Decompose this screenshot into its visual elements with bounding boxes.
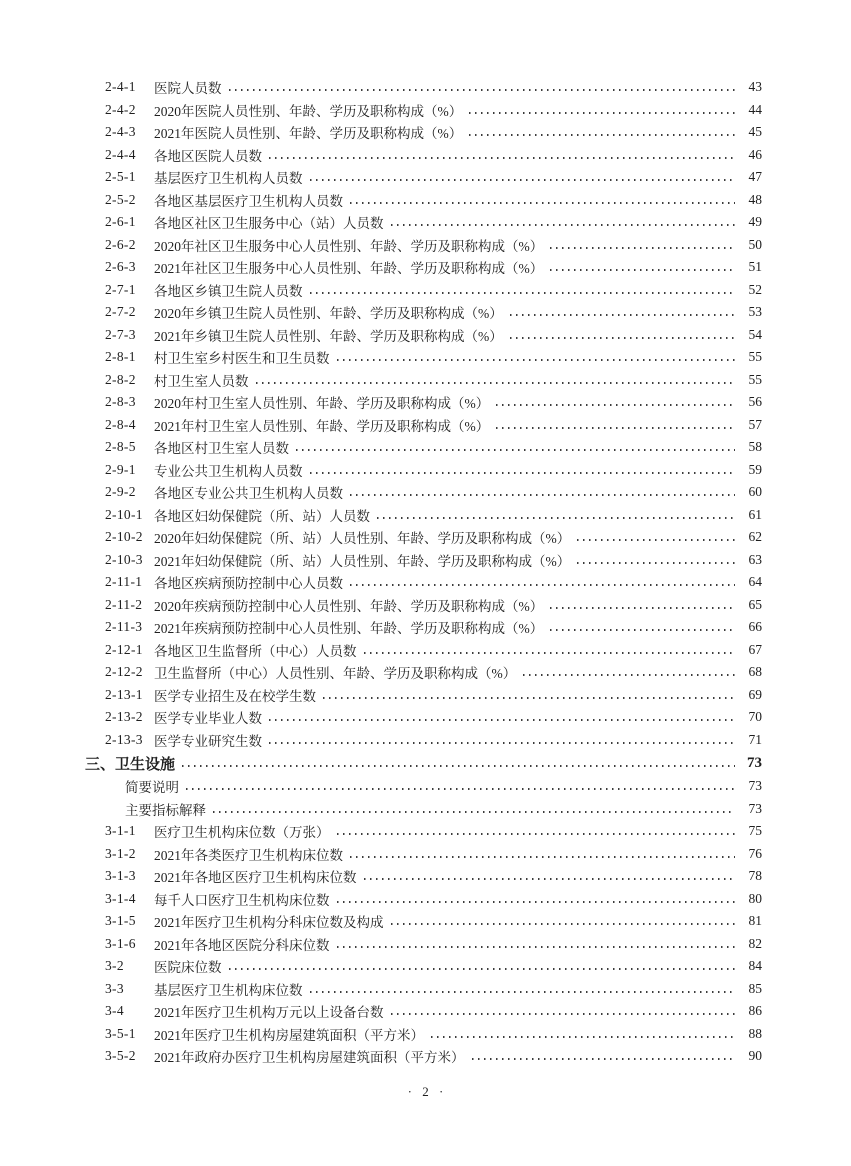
toc-entry-title: 简要说明 xyxy=(125,780,179,796)
toc-entry-number: 2-8-2 xyxy=(105,371,136,387)
toc-entry-number: 2-5-2 xyxy=(105,191,136,207)
dot-leader xyxy=(310,472,736,474)
toc-entry xyxy=(105,99,762,122)
dot-leader xyxy=(229,968,736,970)
toc-entry-number: 2-9-1 xyxy=(105,461,136,477)
toc-entry-page: 66 xyxy=(748,619,762,635)
toc-entry-page: 71 xyxy=(748,731,762,747)
toc-entry-title: 2020年村卫生室人员性别、年龄、学历及职称构成（%） xyxy=(154,396,490,412)
toc-entry-title: 基层医疗卫生机构床位数 xyxy=(154,982,303,998)
toc-entry-number: 2-4-1 xyxy=(105,79,136,95)
toc-entry-title: 2021年政府办医疗卫生机构房屋建筑面积（平方米） xyxy=(154,1050,465,1066)
toc-entry xyxy=(105,436,762,459)
toc-entry-page: 48 xyxy=(748,191,762,207)
toc-entry xyxy=(105,324,762,347)
toc-entry-title: 2021年社区卫生服务中心人员性别、年龄、学历及职称构成（%） xyxy=(154,261,544,277)
page-footer-number: · 2 · xyxy=(407,1084,444,1099)
dot-leader xyxy=(469,112,735,114)
toc-entry xyxy=(105,346,762,369)
toc-entry-number: 2-6-1 xyxy=(105,214,136,230)
toc-entry-number: 2-8-1 xyxy=(105,349,136,365)
dot-leader xyxy=(337,946,736,948)
toc-entry xyxy=(105,76,762,99)
table-of-contents xyxy=(85,76,762,1068)
toc-entry-page: 82 xyxy=(748,935,762,951)
toc-entry-number: 2-8-3 xyxy=(105,394,136,410)
toc-entry-title: 2021年乡镇卫生院人员性别、年龄、学历及职称构成（%） xyxy=(154,328,503,344)
toc-entry-number: 2-10-2 xyxy=(105,529,143,545)
toc-entry xyxy=(105,706,762,729)
dot-leader xyxy=(337,833,736,835)
toc-entry-title: 2021年医疗卫生机构房屋建筑面积（平方米） xyxy=(154,1027,424,1043)
dot-leader xyxy=(550,247,735,249)
toc-entry-page: 44 xyxy=(748,101,762,117)
toc-entry xyxy=(105,504,762,527)
toc-entry-title: 2021年医疗卫生机构万元以上设备台数 xyxy=(154,1005,384,1021)
toc-entry-title: 2021年医院人员性别、年龄、学历及职称构成（%） xyxy=(154,126,463,142)
toc-entry-number: 2-12-2 xyxy=(105,664,143,680)
toc-entry-page: 85 xyxy=(748,980,762,996)
dot-leader xyxy=(364,652,736,654)
toc-entry-number: 3-5-1 xyxy=(105,1025,136,1041)
dot-leader xyxy=(577,562,735,564)
toc-entry-title: 各地区医院人员数 xyxy=(154,148,262,164)
toc-entry-page: 47 xyxy=(748,169,762,185)
toc-entry-number: 2-8-5 xyxy=(105,439,136,455)
dot-leader xyxy=(510,314,735,316)
toc-entry-page: 73 xyxy=(748,778,762,794)
toc-entry xyxy=(105,820,762,843)
toc-entry-title: 2021年各地区医疗卫生机构床位数 xyxy=(154,870,357,886)
toc-entry-page: 49 xyxy=(748,214,762,230)
toc-entry xyxy=(105,661,762,684)
toc-entry-page: 90 xyxy=(748,1048,762,1064)
dot-leader xyxy=(186,788,735,790)
toc-entry xyxy=(105,1000,762,1023)
toc-entry-title: 卫生监督所（中心）人员性别、年龄、学历及职称构成（%） xyxy=(154,666,517,682)
toc-entry-number: 2-12-1 xyxy=(105,641,143,657)
toc-entry xyxy=(105,843,762,866)
toc-entry-title: 主要指标解释 xyxy=(125,802,206,818)
dot-leader xyxy=(469,134,735,136)
toc-entry-title: 专业公共卫生机构人员数 xyxy=(154,463,303,479)
toc-entry-title: 2020年社区卫生服务中心人员性别、年龄、学历及职称构成（%） xyxy=(154,238,544,254)
toc-entry-number: 2-13-2 xyxy=(105,709,143,725)
toc-entry-number: 2-7-1 xyxy=(105,281,136,297)
toc-entry-number: 3-4 xyxy=(105,1003,124,1019)
toc-entry xyxy=(125,775,762,798)
toc-entry-page: 51 xyxy=(748,259,762,275)
toc-entry-page: 76 xyxy=(748,845,762,861)
toc-entry-title: 2021年各类医疗卫生机构床位数 xyxy=(154,847,343,863)
toc-entry xyxy=(105,121,762,144)
toc-entry xyxy=(105,1045,762,1068)
toc-entry xyxy=(105,684,762,707)
dot-leader xyxy=(323,697,735,699)
toc-entry-page: 58 xyxy=(748,439,762,455)
toc-entry-title: 每千人口医疗卫生机构床位数 xyxy=(154,892,330,908)
toc-entry xyxy=(105,933,762,956)
toc-entry xyxy=(105,166,762,189)
dot-leader xyxy=(350,202,735,204)
toc-entry-number: 2-4-3 xyxy=(105,124,136,140)
toc-entry xyxy=(105,211,762,234)
toc-entry-number: 2-4-2 xyxy=(105,101,136,117)
toc-entry-title: 2020年妇幼保健院（所、站）人员性别、年龄、学历及职称构成（%） xyxy=(154,531,571,547)
toc-entry-page: 69 xyxy=(748,686,762,702)
toc-entry-title: 2021年妇幼保健院（所、站）人员性别、年龄、学历及职称构成（%） xyxy=(154,553,571,569)
toc-entry-page: 84 xyxy=(748,958,762,974)
toc-entry-title: 各地区乡镇卫生院人员数 xyxy=(154,283,303,299)
toc-entry xyxy=(105,481,762,504)
toc-entry xyxy=(105,369,762,392)
toc-entry-title: 各地区村卫生室人员数 xyxy=(154,441,289,457)
toc-entry-number: 3-1-5 xyxy=(105,913,136,929)
toc-entry xyxy=(105,189,762,212)
toc-entry-number: 2-10-1 xyxy=(105,506,143,522)
toc-entry xyxy=(105,279,762,302)
toc-entry-number: 3-1-3 xyxy=(105,868,136,884)
toc-entry xyxy=(105,144,762,167)
dot-leader xyxy=(431,1036,735,1038)
dot-leader xyxy=(256,382,736,384)
dot-leader xyxy=(510,337,735,339)
toc-entry xyxy=(105,888,762,911)
dot-leader xyxy=(496,427,735,429)
toc-entry xyxy=(105,234,762,257)
toc-entry-page: 73 xyxy=(748,800,762,816)
toc-entry xyxy=(105,1023,762,1046)
toc-entry xyxy=(105,549,762,572)
dot-leader xyxy=(350,494,735,496)
toc-entry xyxy=(105,729,762,752)
toc-entry xyxy=(125,798,762,821)
toc-entry-title: 2021年医疗卫生机构分科床位数及构成 xyxy=(154,915,384,931)
toc-entry-number: 3-1-6 xyxy=(105,935,136,951)
toc-entry xyxy=(105,955,762,978)
toc-entry-page: 50 xyxy=(748,236,762,252)
toc-entry-page: 45 xyxy=(748,124,762,140)
toc-entry-number: 2-7-2 xyxy=(105,304,136,320)
dot-leader xyxy=(350,856,735,858)
toc-entry-number: 2-9-2 xyxy=(105,484,136,500)
toc-entry-title: 医学专业招生及在校学生数 xyxy=(154,688,316,704)
toc-entry-title: 村卫生室人员数 xyxy=(154,373,249,389)
toc-entry-page: 46 xyxy=(748,146,762,162)
toc-entry-page: 60 xyxy=(748,484,762,500)
toc-entry-title: 基层医疗卫生机构人员数 xyxy=(154,171,303,187)
toc-entry-page: 67 xyxy=(748,641,762,657)
toc-entry-number: 2-7-3 xyxy=(105,326,136,342)
toc-entry-page: 63 xyxy=(748,551,762,567)
dot-leader xyxy=(213,811,735,813)
toc-entry-title: 各地区妇幼保健院（所、站）人员数 xyxy=(154,508,370,524)
toc-entry xyxy=(105,391,762,414)
toc-entry-page: 86 xyxy=(748,1003,762,1019)
toc-entry xyxy=(105,910,762,933)
dot-leader xyxy=(391,1013,736,1015)
dot-leader xyxy=(350,584,735,586)
toc-entry xyxy=(105,639,762,662)
toc-entry-number: 2-6-3 xyxy=(105,259,136,275)
toc-entry-page: 64 xyxy=(748,574,762,590)
dot-leader xyxy=(269,742,735,744)
toc-entry-title: 医院床位数 xyxy=(154,960,222,976)
toc-entry-title: 2021年村卫生室人员性别、年龄、学历及职称构成（%） xyxy=(154,418,490,434)
dot-leader xyxy=(550,269,735,271)
toc-entry-page: 65 xyxy=(748,596,762,612)
toc-entry-title: 各地区卫生监督所（中心）人员数 xyxy=(154,643,357,659)
dot-leader xyxy=(377,517,735,519)
toc-entry-page: 56 xyxy=(748,394,762,410)
dot-leader xyxy=(310,179,736,181)
toc-entry-number: 2-13-3 xyxy=(105,731,143,747)
toc-entry-number: 2-4-4 xyxy=(105,146,136,162)
toc-entry-title: 医院人员数 xyxy=(154,81,222,97)
dot-leader xyxy=(310,292,736,294)
toc-entry xyxy=(105,594,762,617)
toc-entry-number: 3-1-4 xyxy=(105,890,136,906)
toc-entry-title: 2021年各地区医院分科床位数 xyxy=(154,937,330,953)
toc-entry-title: 2020年疾病预防控制中心人员性别、年龄、学历及职称构成（%） xyxy=(154,598,544,614)
toc-entry-title: 各地区疾病预防控制中心人员数 xyxy=(154,576,343,592)
toc-entry-page: 80 xyxy=(748,890,762,906)
toc-entry-title: 医疗卫生机构床位数（万张） xyxy=(154,825,330,841)
toc-entry-page: 88 xyxy=(748,1025,762,1041)
toc-entry-page: 75 xyxy=(748,823,762,839)
dot-leader xyxy=(391,224,736,226)
toc-entry-number: 2-8-4 xyxy=(105,416,136,432)
toc-entry-page: 57 xyxy=(748,416,762,432)
toc-entry-number: 2-11-2 xyxy=(105,596,143,612)
toc-entry-page: 78 xyxy=(748,868,762,884)
dot-leader xyxy=(577,539,735,541)
toc-entry-number: 3-2 xyxy=(105,958,124,974)
toc-entry-page: 52 xyxy=(748,281,762,297)
dot-leader xyxy=(310,991,736,993)
toc-entry-title: 2020年医院人员性别、年龄、学历及职称构成（%） xyxy=(154,103,463,119)
dot-leader xyxy=(391,923,736,925)
toc-entry-page: 55 xyxy=(748,371,762,387)
toc-entry-page: 43 xyxy=(748,79,762,95)
toc-entry-number: 2-10-3 xyxy=(105,551,143,567)
dot-leader xyxy=(364,878,736,880)
toc-entry-number: 2-5-1 xyxy=(105,169,136,185)
toc-entry-title: 医学专业研究生数 xyxy=(154,733,262,749)
toc-entry-title: 2020年乡镇卫生院人员性别、年龄、学历及职称构成（%） xyxy=(154,306,503,322)
dot-leader xyxy=(229,89,736,91)
dot-leader xyxy=(550,629,735,631)
toc-entry-number: 3-1-1 xyxy=(105,823,136,839)
toc-entry xyxy=(105,616,762,639)
toc-entry-title: 卫生设施 xyxy=(115,756,176,773)
dot-leader xyxy=(337,901,736,903)
toc-entry xyxy=(105,301,762,324)
dot-leader xyxy=(550,607,735,609)
toc-entry xyxy=(105,256,762,279)
dot-leader xyxy=(269,157,735,159)
dot-leader xyxy=(337,359,736,361)
toc-entry-page: 81 xyxy=(748,913,762,929)
toc-entry-page: 73 xyxy=(747,754,762,771)
toc-entry-page: 70 xyxy=(748,709,762,725)
toc-entry-number: 三、 xyxy=(85,756,116,773)
toc-entry-title: 各地区基层医疗卫生机构人员数 xyxy=(154,193,343,209)
toc-entry-number: 2-11-1 xyxy=(105,574,143,590)
toc-entry-page: 53 xyxy=(748,304,762,320)
toc-entry xyxy=(105,526,762,549)
toc-entry xyxy=(105,571,762,594)
toc-entry-title: 医学专业毕业人数 xyxy=(154,711,262,727)
toc-entry xyxy=(105,459,762,482)
dot-leader xyxy=(269,719,735,721)
toc-entry-number: 2-13-1 xyxy=(105,686,143,702)
dot-leader xyxy=(182,765,735,767)
dot-leader xyxy=(296,449,735,451)
toc-entry xyxy=(105,865,762,888)
toc-entry-number: 3-5-2 xyxy=(105,1048,136,1064)
toc-entry-title: 2021年疾病预防控制中心人员性别、年龄、学历及职称构成（%） xyxy=(154,621,544,637)
dot-leader xyxy=(496,404,735,406)
dot-leader xyxy=(523,674,735,676)
toc-entry-page: 54 xyxy=(748,326,762,342)
toc-entry xyxy=(105,414,762,437)
toc-entry xyxy=(85,751,762,775)
toc-entry-page: 61 xyxy=(748,506,762,522)
toc-entry-page: 59 xyxy=(748,461,762,477)
toc-entry-page: 55 xyxy=(748,349,762,365)
toc-entry-number: 2-6-2 xyxy=(105,236,136,252)
toc-entry xyxy=(105,978,762,1001)
toc-entry-page: 68 xyxy=(748,664,762,680)
toc-entry-title: 各地区专业公共卫生机构人员数 xyxy=(154,486,343,502)
toc-entry-title: 村卫生室乡村医生和卫生员数 xyxy=(154,351,330,367)
toc-entry-number: 3-1-2 xyxy=(105,845,136,861)
toc-entry-title: 各地区社区卫生服务中心（站）人员数 xyxy=(154,216,384,232)
toc-entry-number: 3-3 xyxy=(105,980,124,996)
toc-entry-page: 62 xyxy=(748,529,762,545)
toc-entry-number: 2-11-3 xyxy=(105,619,143,635)
dot-leader xyxy=(472,1058,736,1060)
